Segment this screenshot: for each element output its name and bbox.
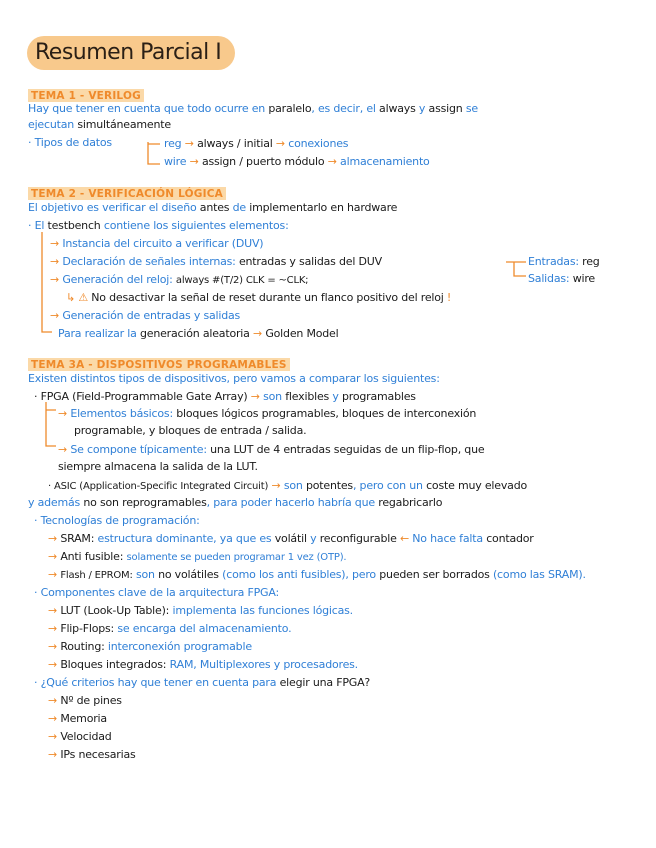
criteria-item: → Memoria [48, 712, 107, 725]
components-label: · Componentes clave de la arquitectura FPGA: [34, 586, 279, 599]
tipos-label: · Tipos de datos [28, 136, 112, 149]
comp-ff: → Flip-Flops: se encarga del almacenamiento. [48, 622, 292, 635]
criteria-item: → IPs necesarias [48, 748, 136, 761]
comp-lut: → LUT (Look-Up Table): implementa las funciones lógicas. [48, 604, 353, 617]
wire-line: wire → assign / puerto módulo → almacenamiento [164, 155, 430, 168]
fpga-elements-2: programable, y bloques de entrada / salida. [74, 424, 307, 437]
io-bracket [506, 256, 530, 282]
tb-clock: → Generación del reloj: always #(T/2) CLK = ~CLK; [50, 273, 309, 286]
criteria-item: → Velocidad [48, 730, 112, 743]
tipos-bracket [146, 136, 166, 168]
comp-blocks: → Bloques integrados: RAM, Multiplexores y procesadores. [48, 658, 358, 671]
tema2-objective: El objetivo es verificar el diseño antes de implementarlo en hardware [28, 201, 398, 214]
fpga-line: · FPGA (Field-Programmable Gate Array) → son flexibles y programables [34, 390, 416, 403]
tema3a-heading: TEMA 3A - DISPOSITIVOS PROGRAMABLES [28, 353, 290, 372]
tec-sram: → SRAM: estructura dominante, ya que es volátil y reconfigurable ← No hace falta contador [48, 532, 534, 545]
tema3a-intro: Existen distintos tipos de dispositivos, pero vamos a comparar los siguientes: [28, 372, 440, 385]
reg-line: reg → always / initial → conexiones [164, 137, 349, 150]
tb-gen-io: → Generación de entradas y salidas [50, 309, 241, 322]
tb-instance: → Instancia del circuito a verificar (DUV) [50, 237, 264, 250]
criteria-item: → Nº de pines [48, 694, 122, 707]
tec-antifuse: → Anti fusible: solamente se pueden programar 1 vez (OTP). [48, 550, 347, 563]
asic-line-2: y además no son reprogramables, para poder hacerlo habría que regabricarlo [28, 496, 443, 509]
page-title: Resumen Parcial I [35, 40, 222, 65]
fpga-elements: → Elementos básicos: bloques lógicos programables, bloques de interconexión [58, 407, 477, 420]
fpga-composition: → Se compone típicamente: una LUT de 4 entradas seguidas de un flip-flop, que [58, 443, 485, 456]
tb-random: Para realizar la generación aleatoria → Golden Model [58, 327, 339, 340]
tema1-intro: Hay que tener en cuenta que todo ocurre en paralelo, es decir, el always y assign se [28, 102, 478, 115]
tec-label: · Tecnologías de programación: [34, 514, 200, 527]
reset-note: ↳ ⚠ No desactivar la señal de reset durante un flanco positivo del reloj ! [66, 291, 452, 304]
salidas-line: Salidas: wire [528, 272, 596, 285]
tema1-heading: TEMA 1 - VERILOG [28, 84, 144, 103]
tema1-intro-2: ejecutan simultáneamente [28, 118, 171, 131]
tec-flash: → Flash / EPROM: son no volátiles (como los anti fusibles), pero pueden ser borrados (como las SRAM). [48, 568, 586, 581]
criteria-label: · ¿Qué criterios hay que tener en cuenta para elegir una FPGA? [34, 676, 371, 689]
tema2-heading: TEMA 2 - VERIFICACIÓN LÓGICA [28, 182, 226, 201]
fpga-composition-2: siempre almacena la salida de la LUT. [58, 460, 258, 473]
comp-routing: → Routing: interconexión programable [48, 640, 252, 653]
tb-declaration: → Declaración de señales internas: entradas y salidas del DUV [50, 255, 382, 268]
entradas-line: Entradas: reg [528, 255, 600, 268]
asic-line: · ASIC (Application-Specific Integrated Circuit) → son potentes, pero con un coste muy elevado [48, 479, 528, 492]
testbench-line: · El testbench contiene los siguientes elementos: [28, 219, 289, 232]
